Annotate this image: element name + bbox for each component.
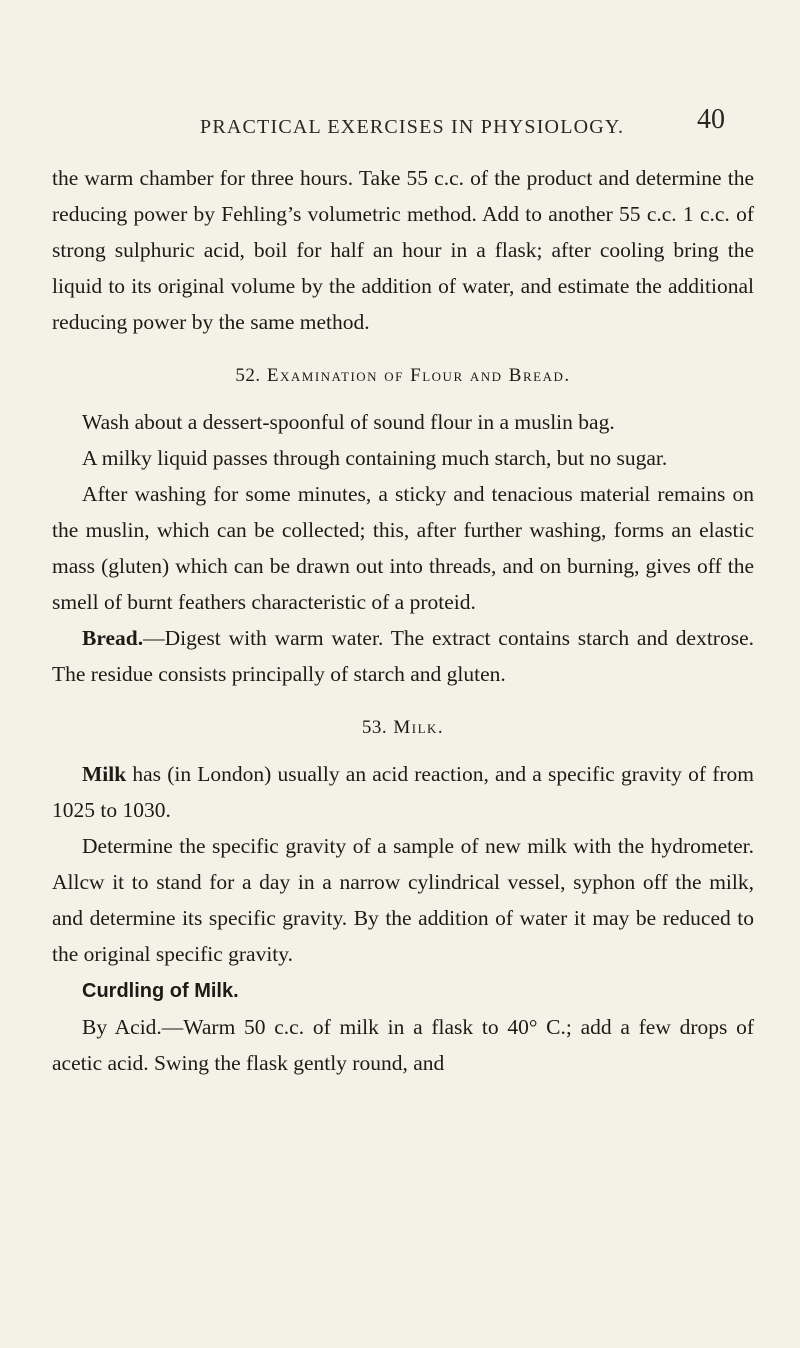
- paragraph: [52, 756, 754, 828]
- bread-lead: Bread.: [82, 626, 144, 650]
- paragraph: the warm chamber for three hours. Take 55 c.c. of the product and determine the reducing power by Fehling’s volumetric method. Add to another 55 c.c. 1 c.c. of strong sulphuric acid, boil for half an hour in a flask; after cooling bring the liquid to its original volume by the addition of water, and estimate the additional reducing power by the same method.: [52, 166, 754, 334]
- curdling-subhead: Curdling of Milk.: [82, 980, 239, 1002]
- subheading: [52, 972, 754, 1009]
- running-head: PRACTICAL EXERCISES IN PHYSIOLOGY.: [200, 116, 625, 138]
- section-number: 53.: [361, 717, 388, 738]
- paragraph: Wash about a dessert-spoonful of sound flour in a muslin bag.: [82, 410, 615, 434]
- section-title: Milk.: [393, 717, 445, 738]
- page-number: 40: [697, 104, 725, 135]
- paragraph: After washing for some minutes, a sticky and tenacious material remains on the muslin, which can be collected; this, after further washing, forms an elastic mass (gluten) which can be drawn out into threads, and on burning, gives off the smell of burnt feathers characteristic of a proteid.: [52, 482, 754, 614]
- bread-text: —Digest with warm water. The extract contains starch and dextrose. The residue consists principally of starch and gluten.: [52, 626, 754, 686]
- section-title: Examination of Flour and Bread.: [266, 365, 571, 386]
- page-body: [52, 160, 754, 1081]
- paragraph: Determine the specific gravity of a sample of new milk with the hydrometer. Allсw it to stand for a day in a narrow cylindrical vessel, syphon off the milk, and determine its specific gravity. By the addition of water it may be reduced to the original specific gravity.: [52, 834, 754, 966]
- section-heading-53: [52, 710, 754, 746]
- milk-lead: Milk: [82, 762, 127, 786]
- section-number: 52.: [235, 365, 261, 386]
- milk-text: has (in London) usually an acid reaction, and a specific gravity of from 1025 to 1030.: [52, 762, 754, 822]
- paragraph: A milky liquid passes through containing much starch, but no sugar.: [82, 446, 668, 470]
- section-heading-52: [52, 358, 754, 394]
- paragraph: [52, 620, 754, 692]
- paragraph: By Acid.—Warm 50 c.c. of milk in a flask to 40° C.; add a few drops of acetic acid. Swing the flask gently round, and: [52, 1015, 754, 1075]
